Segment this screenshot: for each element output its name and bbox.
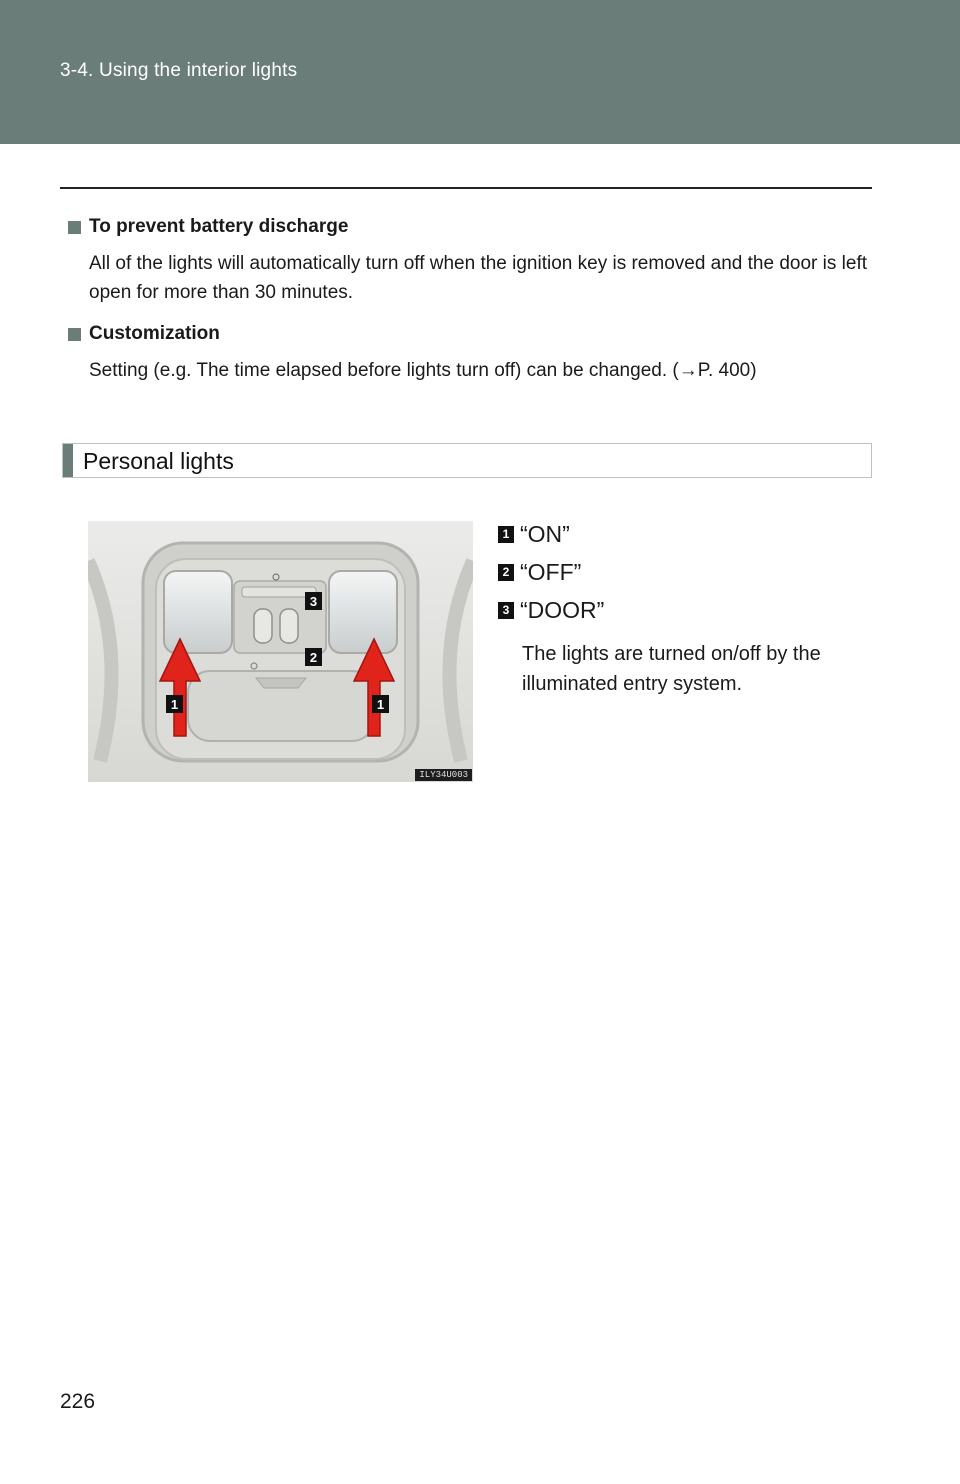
door-description: The lights are turned on/off by the illuminated entry system.	[522, 643, 821, 695]
switch-left	[254, 609, 272, 643]
note-body: Setting (e.g. The time elapsed before lights turn off) can be changed. (→P. 400)	[89, 360, 757, 381]
callout-number: 3	[309, 594, 318, 609]
note-title: To prevent battery discharge	[89, 216, 349, 237]
square-bullet-icon	[68, 221, 81, 234]
note-customization	[68, 323, 868, 385]
callout-number: 1	[376, 697, 385, 712]
callout-badge-off	[305, 648, 322, 666]
page-header	[0, 0, 960, 144]
callout-badge-right	[372, 695, 389, 713]
list-item-on	[498, 515, 878, 553]
number-badge: 3	[498, 602, 514, 619]
figure-code: ILY34U003	[415, 769, 472, 781]
item-label: “ON”	[520, 520, 570, 547]
chapter-title: 3-4. Using the interior lights	[60, 60, 298, 81]
note-body: All of the lights will automatically turn off when the ignition key is removed and the door is left open for more than 30 minutes.	[89, 253, 867, 303]
section-title: Personal lights	[83, 448, 234, 474]
switch-positions-list	[498, 515, 878, 699]
callout-number: 1	[170, 697, 179, 712]
page-number: 226	[60, 1390, 96, 1413]
switch-right	[280, 609, 298, 643]
list-item-door	[498, 591, 878, 629]
note-battery-discharge	[68, 216, 868, 307]
item-label: “OFF”	[520, 558, 582, 585]
section-heading	[62, 443, 872, 478]
personal-lights-illustration	[88, 521, 473, 782]
note-title: Customization	[89, 323, 220, 344]
callout-badge-door	[305, 592, 322, 610]
number-badge: 2	[498, 564, 514, 581]
square-bullet-icon	[68, 328, 81, 341]
callout-number: 2	[309, 650, 318, 665]
section-divider	[60, 187, 872, 189]
number-badge: 1	[498, 526, 514, 543]
list-item-off	[498, 553, 878, 591]
overhead-console-drawing	[88, 521, 473, 782]
right-lens	[329, 571, 397, 653]
left-lens	[164, 571, 232, 653]
item-label: “DOOR”	[520, 596, 605, 623]
callout-badge-left	[166, 695, 183, 713]
